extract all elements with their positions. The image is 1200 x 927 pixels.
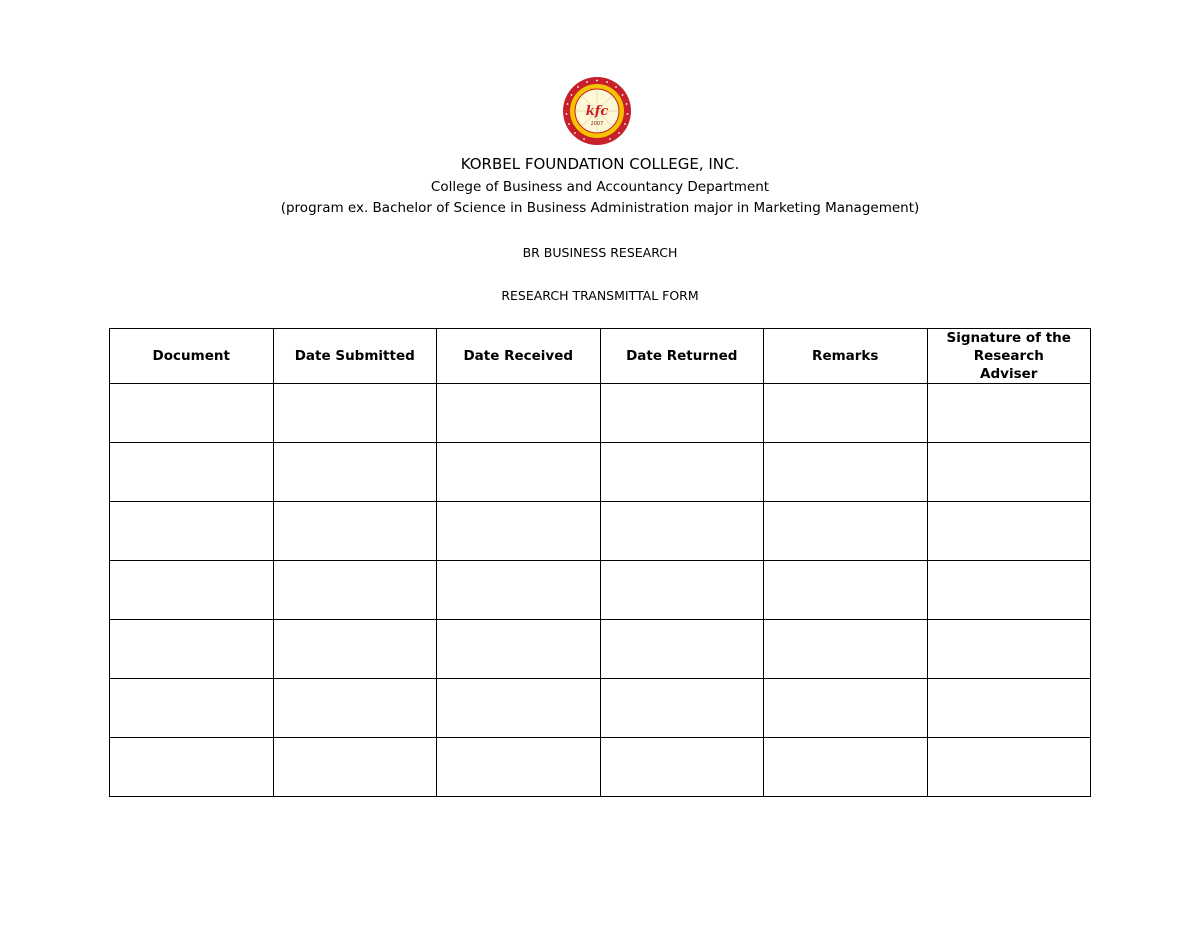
table-cell[interactable] bbox=[273, 384, 437, 443]
table-cell[interactable] bbox=[927, 443, 1091, 502]
table-cell[interactable] bbox=[600, 738, 764, 797]
seal-monogram: kfc bbox=[585, 104, 609, 119]
table-cell[interactable] bbox=[764, 384, 928, 443]
table-cell[interactable] bbox=[273, 443, 437, 502]
seal-year: 2007 bbox=[590, 121, 604, 127]
table-cell[interactable] bbox=[273, 738, 437, 797]
table-cell[interactable] bbox=[110, 679, 274, 738]
table-cell[interactable] bbox=[273, 561, 437, 620]
table-cell[interactable] bbox=[764, 679, 928, 738]
table-cell[interactable] bbox=[437, 502, 601, 561]
table-cell[interactable] bbox=[764, 738, 928, 797]
table-cell[interactable] bbox=[437, 384, 601, 443]
table-cell[interactable] bbox=[764, 443, 928, 502]
table-header-row bbox=[110, 329, 1091, 384]
table-cell[interactable] bbox=[110, 561, 274, 620]
table-cell[interactable] bbox=[927, 738, 1091, 797]
department-name: College of Business and Accountancy Department bbox=[430, 179, 770, 195]
table-cell[interactable] bbox=[764, 561, 928, 620]
table-cell[interactable] bbox=[110, 384, 274, 443]
table-cell[interactable] bbox=[764, 620, 928, 679]
column-header-date-submitted: Date Submitted bbox=[273, 329, 437, 384]
table-cell[interactable] bbox=[273, 620, 437, 679]
column-header-document: Document bbox=[110, 329, 274, 384]
table-cell[interactable] bbox=[437, 443, 601, 502]
table-row bbox=[110, 620, 1091, 679]
table-cell[interactable] bbox=[437, 738, 601, 797]
column-header-remarks: Remarks bbox=[764, 329, 928, 384]
column-header-date-returned: Date Returned bbox=[600, 329, 764, 384]
table-cell[interactable] bbox=[110, 620, 274, 679]
table-cell[interactable] bbox=[437, 679, 601, 738]
table-cell[interactable] bbox=[600, 561, 764, 620]
table-row bbox=[110, 384, 1091, 443]
table-cell[interactable] bbox=[927, 620, 1091, 679]
table-row bbox=[110, 561, 1091, 620]
table-row bbox=[110, 738, 1091, 797]
table-cell[interactable] bbox=[927, 561, 1091, 620]
program-name: (program ex. Bachelor of Science in Business Administration major in Marketing Management) bbox=[280, 200, 920, 216]
table-cell[interactable] bbox=[764, 502, 928, 561]
table-row bbox=[110, 679, 1091, 738]
table-cell[interactable] bbox=[927, 502, 1091, 561]
transmittal-table bbox=[109, 328, 1091, 797]
table-cell[interactable] bbox=[927, 679, 1091, 738]
course-name: BR BUSINESS RESEARCH bbox=[522, 245, 678, 260]
table-cell[interactable] bbox=[600, 502, 764, 561]
form-title: RESEARCH TRANSMITTAL FORM bbox=[501, 288, 699, 303]
table-cell[interactable] bbox=[600, 679, 764, 738]
institution-name: KORBEL FOUNDATION COLLEGE, INC. bbox=[460, 155, 740, 173]
table-cell[interactable] bbox=[110, 502, 274, 561]
table-cell[interactable] bbox=[600, 384, 764, 443]
column-header-date-received: Date Received bbox=[437, 329, 601, 384]
table-cell[interactable] bbox=[600, 620, 764, 679]
table-cell[interactable] bbox=[600, 443, 764, 502]
table-cell[interactable] bbox=[110, 443, 274, 502]
college-seal-icon bbox=[562, 76, 632, 146]
table-cell[interactable] bbox=[927, 384, 1091, 443]
column-header-signature: Signature of the Research Adviser bbox=[927, 329, 1091, 384]
table-cell[interactable] bbox=[110, 738, 274, 797]
table-cell[interactable] bbox=[273, 679, 437, 738]
table-row bbox=[110, 443, 1091, 502]
table-cell[interactable] bbox=[437, 561, 601, 620]
table-cell[interactable] bbox=[273, 502, 437, 561]
table-cell[interactable] bbox=[437, 620, 601, 679]
table-row bbox=[110, 502, 1091, 561]
